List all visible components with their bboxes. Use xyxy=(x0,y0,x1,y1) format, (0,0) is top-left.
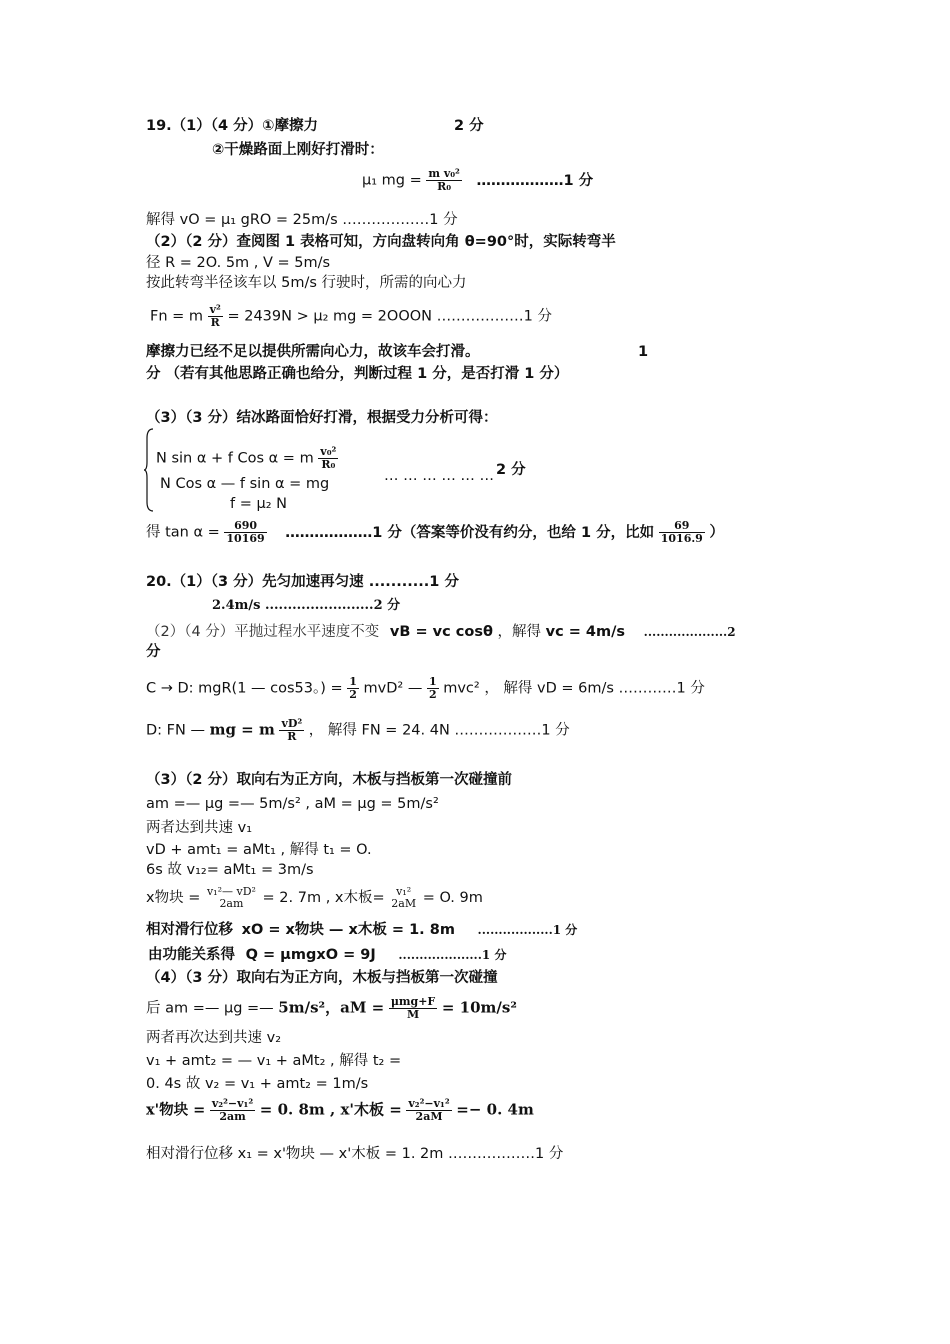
equation-line: 相对滑行位移 x₁ = x'物块 — x'木板 = 1. 2m ………………1 分 xyxy=(146,1146,564,1162)
equation-line: am =— μg =— 5m/s² , aM = μg = 5m/s² xyxy=(146,796,439,812)
dots: … … … … … … xyxy=(384,468,495,484)
equation-line: 0. 4s 故 v₂ = v₁ + amt₂ = 1m/s xyxy=(146,1076,369,1092)
text-line: 2.4m/s ........................2 分 xyxy=(212,598,401,613)
equation-line: D: FN — mg = m $\frac{\text{vD²}}{R}$ ， 解得 FN = 24. 4N ………………1 分 xyxy=(146,717,570,743)
text-line: 分 （若有其他思路正确也给分，判断过程 1 分，是否打滑 1 分） xyxy=(146,366,569,382)
equation-line: vD + amt₁ = aMt₁ , 解得 t₁ = O. xyxy=(146,842,372,858)
equation-line: Fn = m $\frac{\text{v²}}{R}$ = 2439N > μ₂ mg = 2OOON ………………1 分 xyxy=(150,303,552,329)
equation-line: 相对滑行位移 xO = x物块 — x木板 = 1. 8m ..................1 分 xyxy=(146,922,578,938)
score: 1 xyxy=(638,344,649,360)
equation-line: 得 tan α = $\frac{690}{10169}$ ………………1 分（答案等价没有约分，也给 1 分，比如 $\frac{69}{1016.9}$ ） xyxy=(146,519,724,545)
equation-line: μ₁ mg = $\frac{\text{m v₀²}}{\text{R₀}}$ ………………1 分 xyxy=(362,167,594,193)
fraction: $\frac{\text{μmg+F}}{M}$ xyxy=(390,995,436,1021)
fraction: $\frac{\text{v₂²−v₁²}}{2aM}$ xyxy=(408,1097,450,1123)
score: 2 分 xyxy=(454,118,484,134)
q20-part4: （4）（3 分）取向右为正方向，木板与挡板第一次碰撞 xyxy=(146,970,498,986)
equation-line: N Cos α — f sin α = mg xyxy=(160,476,330,492)
q20-part1: 20.（1）（3 分）先匀加速再匀速 ...........1 分 xyxy=(146,574,459,590)
equation-line: x'物块 = $\frac{\text{v₂²−v₁²}}{2am}$ = 0. 8m , x'木板 = $\frac{\text{v₂²−v₁²}}{2aM}$ =− 0. 4m xyxy=(146,1097,534,1123)
text-line: ②干燥路面上刚好打滑时： xyxy=(212,142,384,158)
text-line: 按此转弯半径该车以 5m/s 行驶时，所需的向心力 xyxy=(146,275,467,291)
equation-line: 后 am =— μg =— 5m/s²，aM = $\frac{\text{μmg+F}}{M}$ = 10m/s² xyxy=(146,995,517,1021)
fraction: $\frac{1}{2}$ xyxy=(428,675,437,701)
q19-part1: 19.（1）（4 分）①摩擦力 xyxy=(146,118,318,134)
text-line: 两者达到共速 v₁ xyxy=(146,820,253,836)
score: 2 分 xyxy=(496,462,526,478)
fraction: $\frac{\text{m v₀²}}{\text{R₀}}$ xyxy=(428,167,460,193)
q20-part3: （3）（2 分）取向右为正方向，木板与挡板第一次碰撞前 xyxy=(146,772,512,788)
fraction: $\frac{1}{2}$ xyxy=(349,675,357,701)
brace-icon xyxy=(144,428,154,512)
equation-line: 6s 故 v₁₂= aMt₁ = 3m/s xyxy=(146,862,314,878)
equation-line: f = μ₂ N xyxy=(230,496,287,512)
fraction: $\frac{\text{v₂²−v₁²}}{2am}$ xyxy=(211,1097,254,1123)
equation-line: v₁ + amt₂ = — v₁ + aMt₂ , 解得 t₂ = xyxy=(146,1053,402,1069)
equation-line: C → D: mgR(1 — cos53。) = $\frac{1}{2}$ mvD² — $\frac{1}{2}$ mvc² ， 解得 vD = 6m/s …………1 分 xyxy=(146,675,705,701)
fraction: $\frac{690}{10169}$ xyxy=(226,519,265,545)
equation-line: （2）（4 分）平抛过程水平速度不变 vB = vc cosθ ，解得 vc = 4m/s ....................2 xyxy=(146,624,736,640)
equation-line: 由功能关系得 Q = μmgxO = 9J ....................1 分 xyxy=(148,947,507,963)
text-line: 解得 vO = μ₁ gRO = 25m/s ………………1 分 xyxy=(146,212,458,228)
fraction: $\frac{\text{v₀²}}{\text{R₀}}$ xyxy=(320,445,337,471)
fraction: v₁² 2aM xyxy=(391,885,417,910)
fraction: $\frac{\text{vD²}}{R}$ xyxy=(281,717,303,743)
text-line: 两者再次达到共速 v₂ xyxy=(146,1030,282,1046)
equation-line: x物块 = v₁²— vD² 2am = 2. 7m , x木板= v₁² 2aM = O. 9m xyxy=(146,885,483,910)
text-line: 分 xyxy=(146,644,161,660)
fraction: v₁²— vD² 2am xyxy=(206,885,256,910)
text-line: 径 R = 2O. 5m , V = 5m/s xyxy=(146,255,331,271)
equation-line: N sin α + f Cos α = m $\frac{\text{v₀²}}{\text{R₀}}$ xyxy=(156,445,337,471)
fraction: $\frac{\text{v²}}{R}$ xyxy=(209,303,221,329)
text-line: 摩擦力已经不足以提供所需向心力，故该车会打滑。 xyxy=(146,344,480,360)
q19-part3: （3）（3 分）结冰路面恰好打滑，根据受力分析可得： xyxy=(146,410,498,426)
q19-part2: （2）（2 分）查阅图 1 表格可知，方向盘转向角 θ=90°时，实际转弯半 xyxy=(146,234,616,250)
fraction: $\frac{69}{1016.9}$ xyxy=(660,519,703,545)
